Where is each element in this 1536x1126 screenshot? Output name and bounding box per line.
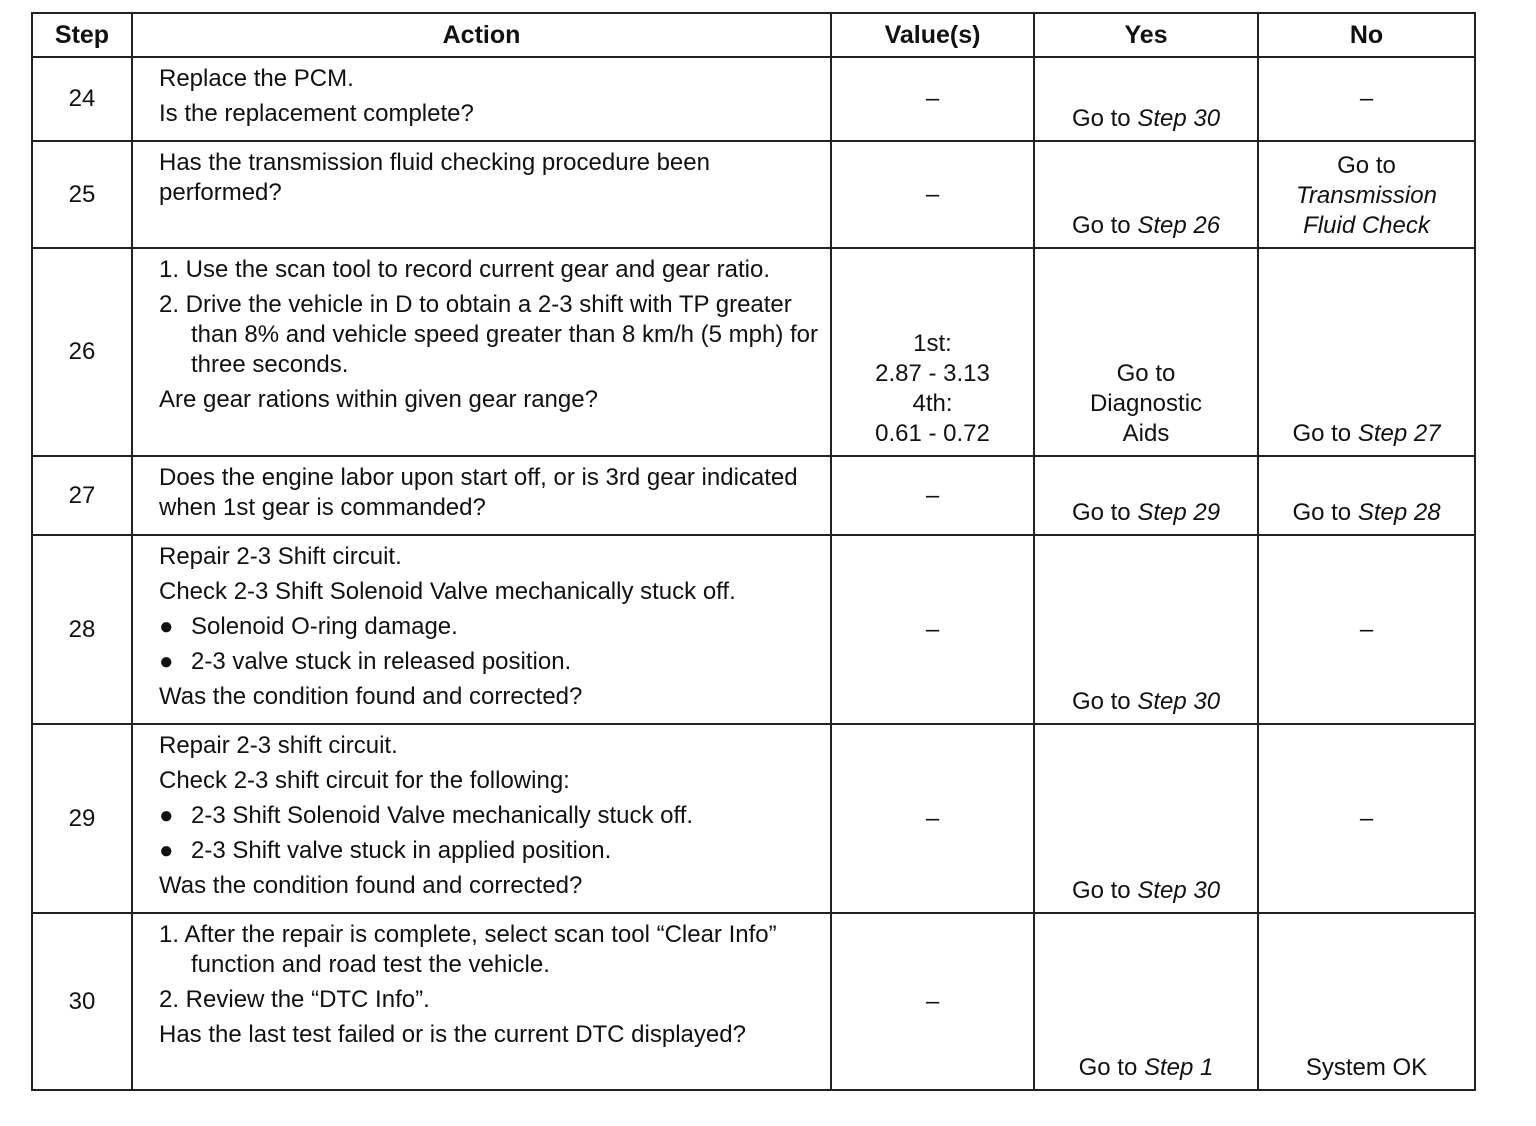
table-row [32, 913, 1475, 1090]
step-link[interactable]: Step 26 [1137, 212, 1221, 239]
step-link[interactable]: Step 30 [1137, 105, 1221, 132]
action-text: Check 2-3 shift circuit for the following: [159, 767, 570, 794]
step-link[interactable]: Step 1 [1143, 1054, 1214, 1081]
table-row [32, 57, 1475, 141]
step-link[interactable]: Step 29 [1137, 499, 1221, 526]
no-cell: – [1258, 535, 1475, 724]
step-number: 28 [32, 535, 132, 724]
no-cell: – [1258, 57, 1475, 141]
action-cell [132, 724, 831, 913]
numbered-step: 2. Review the “DTC Info”. [159, 986, 430, 1013]
action-question: Is the replacement complete? [159, 100, 474, 127]
header-no: No [1258, 13, 1475, 57]
fluid-check-link[interactable]: Transmission Fluid Check [1296, 182, 1437, 239]
value-cell: – [831, 724, 1034, 913]
no-cell: Go to Transmission Fluid Check [1258, 141, 1475, 248]
value-cell: 1st: 2.87 - 3.13 4th: 0.61 - 0.72 [831, 248, 1034, 456]
diagnostic-aids-link[interactable]: Diagnostic Aids [1089, 390, 1203, 447]
step-number: 24 [32, 57, 132, 141]
action-question: Was the condition found and corrected? [159, 683, 583, 710]
action-cell [132, 456, 831, 535]
no-cell: Go to Step 28 [1258, 456, 1475, 535]
yes-cell: Go to Step 30 [1034, 57, 1258, 141]
value-cell: – [831, 57, 1034, 141]
yes-cell: Go to Step 30 [1034, 724, 1258, 913]
table-row [32, 724, 1475, 913]
no-cell: System OK [1258, 913, 1475, 1090]
yes-cell: Go to Step 30 [1034, 535, 1258, 724]
yes-cell: Go to Step 29 [1034, 456, 1258, 535]
header-yes: Yes [1034, 13, 1258, 57]
step-link[interactable]: Step 28 [1357, 499, 1441, 526]
action-question: Has the last test failed or is the current DTC displayed? [159, 1021, 746, 1048]
action-cell [132, 535, 831, 724]
numbered-step: 1. Use the scan tool to record current gear and gear ratio. [159, 256, 771, 283]
header-action: Action [132, 13, 831, 57]
no-cell: Go to Step 27 [1258, 248, 1475, 456]
no-cell: – [1258, 724, 1475, 913]
numbered-step: 1. After the repair is complete, select scan tool “Clear Info” function and road test the vehicle. [159, 921, 777, 978]
action-question: Does the engine labor upon start off, or is 3rd gear indicated when 1st gear is commanded? [159, 464, 798, 521]
action-cell [132, 248, 831, 456]
numbered-step: 2. Drive the vehicle in D to obtain a 2-3 shift with TP greater than 8% and vehicle speed greater than 8 km/h (5 mph) for three seconds. [159, 291, 819, 378]
step-number: 29 [32, 724, 132, 913]
action-text: Repair 2-3 shift circuit. [159, 732, 398, 759]
action-question: Has the transmission fluid checking procedure been performed? [159, 149, 710, 206]
action-cell [132, 913, 831, 1090]
table-row [32, 456, 1475, 535]
step-number: 30 [32, 913, 132, 1090]
header-step: Step [32, 13, 132, 57]
bullet-item: ● 2-3 Shift valve stuck in applied position. [159, 837, 612, 864]
action-question: Was the condition found and corrected? [159, 872, 583, 899]
step-number: 27 [32, 456, 132, 535]
diagnostic-table [31, 12, 1476, 1091]
yes-cell: Go to Diagnostic Aids [1034, 248, 1258, 456]
step-link[interactable]: Step 27 [1357, 420, 1441, 447]
table-row [32, 248, 1475, 456]
bullet-item: ● 2-3 Shift Solenoid Valve mechanically stuck off. [159, 802, 694, 829]
header-values: Value(s) [831, 13, 1034, 57]
bullet-item: ● Solenoid O-ring damage. [159, 613, 458, 640]
action-cell [132, 57, 831, 141]
value-cell: – [831, 913, 1034, 1090]
yes-cell: Go to Step 1 [1034, 913, 1258, 1090]
action-text: Repair 2-3 Shift circuit. [159, 543, 402, 570]
value-cell: – [831, 535, 1034, 724]
value-cell: – [831, 141, 1034, 248]
table-row [32, 535, 1475, 724]
step-link[interactable]: Step 30 [1137, 877, 1221, 904]
yes-cell: Go to Step 26 [1034, 141, 1258, 248]
step-number: 26 [32, 248, 132, 456]
bullet-item: ● 2-3 valve stuck in released position. [159, 648, 572, 675]
table-row [32, 141, 1475, 248]
action-question: Are gear rations within given gear range? [159, 386, 598, 413]
action-text: Check 2-3 Shift Solenoid Valve mechanically stuck off. [159, 578, 736, 605]
step-link[interactable]: Step 30 [1137, 688, 1221, 715]
action-cell [132, 141, 831, 248]
value-cell: – [831, 456, 1034, 535]
step-number: 25 [32, 141, 132, 248]
header-row [32, 13, 1475, 57]
action-text: Replace the PCM. [159, 65, 354, 92]
